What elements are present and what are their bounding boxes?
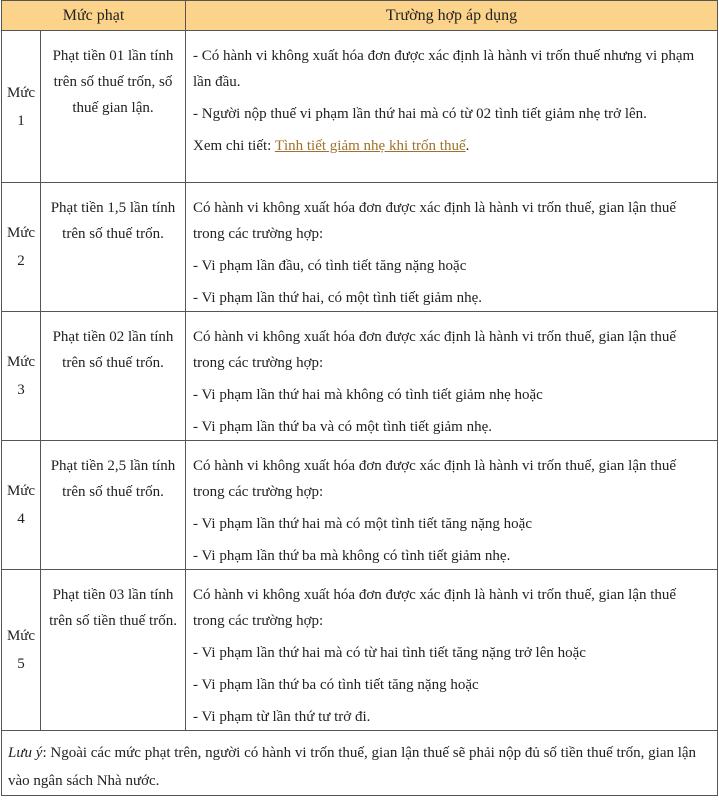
case-line: - Vi phạm lần thứ ba mà không có tình tiết giảm nhẹ. bbox=[193, 548, 511, 564]
level-number: 5 bbox=[17, 656, 25, 672]
level-cell bbox=[2, 312, 41, 441]
level-word: Mức bbox=[6, 354, 36, 370]
case-line: - Vi phạm từ lần thứ tư trở đi. bbox=[193, 709, 371, 725]
cases-cell bbox=[186, 183, 718, 312]
fine-cell: Phạt tiền 2,5 lần tính trên số thuế trốn. bbox=[41, 441, 186, 570]
case-line: - Người nộp thuế vi phạm lần thứ hai mà có từ 02 tình tiết giảm nhẹ trở lên. bbox=[193, 106, 647, 122]
level-word: Mức bbox=[6, 84, 36, 101]
level-cell bbox=[2, 31, 41, 183]
header-applicable-cases: Trường hợp áp dụng bbox=[186, 1, 718, 31]
note-cell bbox=[2, 731, 718, 796]
cases-cell bbox=[186, 312, 718, 441]
see-more-line bbox=[193, 133, 709, 159]
case-line: Có hành vi không xuất hóa đơn được xác định là hành vi trốn thuế, gian lận thuế trong các trường hợp: bbox=[193, 458, 677, 500]
cases-cell bbox=[186, 441, 718, 570]
table-header-row bbox=[2, 1, 718, 31]
cases-cell bbox=[186, 31, 718, 183]
cases-cell bbox=[186, 570, 718, 731]
level-number: 4 bbox=[17, 511, 25, 527]
table-row bbox=[2, 183, 718, 312]
case-line: - Vi phạm lần thứ hai, có một tình tiết giảm nhẹ. bbox=[193, 290, 482, 306]
case-line: - Có hành vi không xuất hóa đơn được xác định là hành vi trốn thuế nhưng vi phạm lần đầu. bbox=[193, 48, 695, 90]
level-number: 2 bbox=[17, 253, 25, 269]
level-cell bbox=[2, 441, 41, 570]
fine-cell: Phạt tiền 1,5 lần tính trên số thuế trốn. bbox=[41, 183, 186, 312]
level-number: 3 bbox=[17, 382, 25, 398]
level-cell bbox=[2, 183, 41, 312]
table-row bbox=[2, 570, 718, 731]
see-more-label: Xem chi tiết: bbox=[193, 138, 275, 154]
table-row bbox=[2, 31, 718, 183]
level-number: 1 bbox=[17, 112, 25, 129]
case-line: - Vi phạm lần đầu, có tình tiết tăng nặng hoặc bbox=[193, 258, 467, 274]
level-word: Mức bbox=[6, 483, 36, 499]
table-row bbox=[2, 312, 718, 441]
level-word: Mức bbox=[6, 628, 36, 644]
case-line: - Vi phạm lần thứ hai mà có từ hai tình tiết tăng nặng trở lên hoặc bbox=[193, 645, 586, 661]
penalty-table bbox=[1, 0, 718, 796]
fine-cell: Phạt tiền 01 lần tính trên số thuế trốn, số thuế gian lận. bbox=[41, 31, 186, 183]
note-label: Lưu ý bbox=[8, 745, 43, 761]
case-line: - Vi phạm lần thứ ba có tình tiết tăng nặng hoặc bbox=[193, 677, 479, 693]
note-row bbox=[2, 731, 718, 796]
case-line: Có hành vi không xuất hóa đơn được xác định là hành vi trốn thuế, gian lận thuế trong các trường hợp: bbox=[193, 200, 677, 242]
case-line: - Vi phạm lần thứ hai mà có một tình tiết tăng nặng hoặc bbox=[193, 516, 532, 532]
see-more-suffix: . bbox=[465, 138, 470, 154]
level-word: Mức bbox=[6, 225, 36, 241]
note-text: : Ngoài các mức phạt trên, người có hành vi trốn thuế, gian lận thuế sẽ phải nộp đủ số tiền thuế trốn, gian lận vào ngân sách Nhà nước. bbox=[8, 745, 697, 789]
case-line: - Vi phạm lần thứ hai mà không có tình tiết giảm nhẹ hoặc bbox=[193, 387, 543, 403]
case-line: - Vi phạm lần thứ ba và có một tình tiết giảm nhẹ. bbox=[193, 419, 492, 435]
fine-cell: Phạt tiền 02 lần tính trên số thuế trốn. bbox=[41, 312, 186, 441]
header-penalty-level: Mức phạt bbox=[2, 1, 186, 31]
see-more-link[interactable]: Tình tiết giảm nhẹ khi trốn thuế bbox=[274, 138, 466, 154]
case-line: Có hành vi không xuất hóa đơn được xác định là hành vi trốn thuế, gian lận thuế trong các trường hợp: bbox=[193, 329, 677, 371]
fine-cell: Phạt tiền 03 lần tính trên số tiền thuế trốn. bbox=[41, 570, 186, 731]
level-cell bbox=[2, 570, 41, 731]
table-row bbox=[2, 441, 718, 570]
case-line: Có hành vi không xuất hóa đơn được xác định là hành vi trốn thuế, gian lận thuế trong các trường hợp: bbox=[193, 587, 677, 629]
